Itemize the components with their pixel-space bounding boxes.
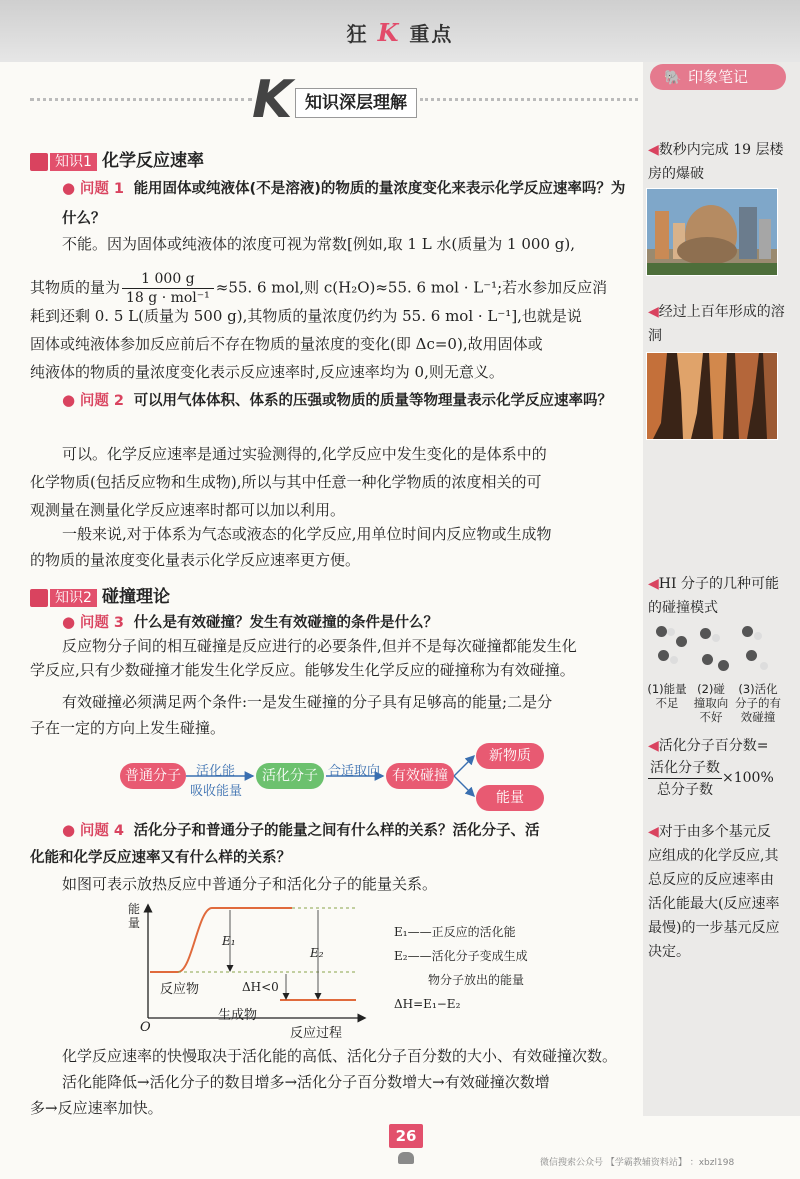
answer-4-line: 多→反应速率加快。 xyxy=(30,1099,163,1117)
question-3: ● 问题 3 什么是有效碰撞？发生有效碰撞的条件是什么？ xyxy=(62,613,439,631)
bird-icon xyxy=(398,1152,414,1164)
answer-2-line: 的物质的量浓度变化量表示化学反应速率更方便。 xyxy=(30,551,361,569)
hi-molecule xyxy=(712,634,720,642)
energy-profile-diagram xyxy=(120,900,380,1040)
node-new-substance: 新物质 xyxy=(476,743,544,769)
side-note-rate-determining: ◀对于由多个基元反应组成的化学反应,其总反应的反应速率由活化能最大(反应速率最慢)的一步基元反应决定。 xyxy=(648,824,780,960)
answer-4-line: 活化能降低→活化分子的数目增多→活化分子百分数增大→有效碰撞次数增 xyxy=(62,1073,550,1091)
collision-caption-3: (3)活化分子的有效碰撞 xyxy=(735,682,781,724)
legend-e2-continued: 物分子放出的能量 xyxy=(428,973,525,987)
hi-molecule xyxy=(656,626,667,637)
axis-xlabel: 反应过程 xyxy=(290,1026,343,1041)
collision-caption-2: (2)碰撞取向不好 xyxy=(693,682,729,724)
label-e1: E₁ xyxy=(222,934,236,948)
collision-flow-diagram xyxy=(110,740,550,814)
question-2: ● 问题 2 可以用气体体积、体系的压强或物质的质量等物理量表示化学反应速率吗？ xyxy=(62,391,613,409)
answer-1-line: 不能。因为固体或纯液体的浓度可视为常数[例如,取 1 L 水(质量为 1 000 g), xyxy=(62,235,575,253)
answer-3-line: 有效碰撞必须满足两个条件:一是发生碰撞的分子具有足够高的能量;二是分 xyxy=(62,693,553,711)
leaf-icon: ● xyxy=(62,821,76,839)
hi-molecule xyxy=(746,650,757,661)
book-icon xyxy=(30,153,48,171)
question-4: ● 问题 4 活化分子和普通分子的能量之间有什么样的关系？活化分子、活 xyxy=(62,821,540,839)
hi-molecule xyxy=(760,662,768,670)
knowledge-2-heading: 知识2 碰撞理论 xyxy=(30,582,170,607)
side-note-demolition: ◀数秒内完成 19 层楼房的爆破 xyxy=(648,142,784,182)
legend-delta-h: ΔH=E₁−E₂ xyxy=(394,997,461,1011)
answer-3-line: 子在一定的方向上发生碰撞。 xyxy=(30,719,226,737)
footer-watermark: 微信搜索公众号 【学霸教辅资料站】 ：xbzl198 xyxy=(540,1158,735,1168)
percentage-multiplier: ×100% xyxy=(722,770,774,786)
axis-ylabel: 能量 xyxy=(128,902,141,930)
node-energy: 能量 xyxy=(476,785,544,811)
divider-right xyxy=(420,98,638,101)
side-note-cave: ◀经过上百年形成的溶洞 xyxy=(648,304,785,344)
question-1: ● 问题 1 能用固体或纯液体(不是溶液)的物质的量浓度变化来表示化学反应速率吗？为什么？ xyxy=(62,179,626,227)
hi-molecule xyxy=(667,628,675,636)
collision-caption-1: (1)能量不足 xyxy=(647,682,687,710)
answer-4-line: 化学反应速率的快慢取决于活化能的高低、活化分子百分数的大小、有效碰撞次数。 xyxy=(62,1047,618,1065)
answer-3-line: 反应物分子间的相互碰撞是反应进行的必要条件,但并不是每次碰撞都能发生化 xyxy=(62,637,577,655)
node-ordinary-molecule: 普通分子 xyxy=(120,763,186,789)
answer-2-line: 观测量在测量化学反应速率时都可以加以利用。 xyxy=(30,501,346,519)
leaf-icon: ● xyxy=(62,613,76,631)
percentage-numerator: 活化分子数 xyxy=(648,758,722,779)
legend-e2: E₂——活化分子变成生成 xyxy=(394,949,528,963)
section-title: 知识深层理解 xyxy=(295,88,417,118)
hi-molecule xyxy=(742,626,753,637)
answer-2-line: 化学物质(包括反应物和生成物),所以与其中任意一种化学物质的浓度相关的可 xyxy=(30,473,542,491)
hi-molecule xyxy=(658,650,669,661)
side-notes-heading: 🐘 印象笔记 xyxy=(650,64,786,90)
axis-origin: O xyxy=(140,1020,151,1035)
label-delta-h: ΔH<0 xyxy=(242,980,279,994)
hi-molecule xyxy=(670,656,678,664)
building-demolition-photo xyxy=(646,188,778,276)
label-e2: E₂ xyxy=(310,946,324,960)
question-4-continued: 化能和化学反应速率又有什么样的关系？ xyxy=(30,850,291,866)
answer-2-line: 一般来说,对于体系为气态或液态的化学反应,用单位时间内反应物或生成物 xyxy=(62,525,552,543)
page-number: 26 xyxy=(389,1124,423,1148)
energy-diagram-legend xyxy=(394,920,614,1016)
percentage-denominator: 总分子数 xyxy=(657,782,713,798)
elephant-icon: 🐘 xyxy=(664,70,682,86)
answer-1-line: 耗到还剩 0. 5 L(质量为 500 g),其物质的量浓度仍约为 55. 6 mol · L⁻¹],也就是说 xyxy=(30,307,582,325)
hi-molecule-collision-figure xyxy=(650,620,780,682)
karst-cave-photo xyxy=(646,352,778,440)
divider-left xyxy=(30,98,252,101)
node-activated-molecule: 活化分子 xyxy=(256,763,324,789)
hi-molecule xyxy=(700,628,711,639)
section-k-logo: K xyxy=(252,70,293,130)
legend-e1: E₁——正反应的活化能 xyxy=(394,925,516,939)
leaf-icon: ● xyxy=(62,179,76,197)
answer-3-line: 学反应,只有少数碰撞才能发生化学反应。能够发生化学反应的碰撞称为有效碰撞。 xyxy=(30,661,575,679)
edge-proper-orientation: 合适取向 xyxy=(328,764,381,779)
book-icon xyxy=(30,589,48,607)
running-header: 狂 K 重点 xyxy=(346,18,454,47)
hi-molecule xyxy=(754,632,762,640)
side-note-hi-collisions: ◀HI 分子的几种可能的碰撞模式 xyxy=(648,576,779,616)
answer-4-intro: 如图可表示放热反应中普通分子和活化分子的能量关系。 xyxy=(62,875,438,893)
leaf-icon: ● xyxy=(62,391,76,409)
answer-1-line: 纯液体的物质的量浓度变化表示反应速率时,反应速率均为 0,则无意义。 xyxy=(30,363,504,381)
hi-molecule xyxy=(718,660,729,671)
edge-absorb-energy: 吸收能量 xyxy=(190,784,243,799)
edge-activation-energy: 活化能 xyxy=(196,764,236,779)
answer-1-fraction-line: 其物质的量为 1 000 g 18 g · mol⁻¹ ≈55. 6 mol,则 c(H₂O)≈55. 6 mol · L⁻¹;若水参加反应消 xyxy=(30,271,608,306)
answer-2-line: 可以。化学反应速率是通过实验测得的,化学反应中发生变化的是体系中的 xyxy=(62,445,547,463)
label-product: 生成物 xyxy=(218,1008,258,1023)
knowledge-1-heading: 知识1 化学反应速率 xyxy=(30,146,204,171)
hi-molecule xyxy=(702,654,713,665)
node-effective-collision: 有效碰撞 xyxy=(386,763,454,789)
answer-1-line: 固体或纯液体参加反应前后不存在物质的量浓度的变化(即 Δc=0),故用固体或 xyxy=(30,335,543,353)
label-reactant: 反应物 xyxy=(160,982,200,997)
hi-molecule xyxy=(676,636,687,647)
side-note-percentage-head: ◀活化分子百分数= xyxy=(648,738,769,754)
